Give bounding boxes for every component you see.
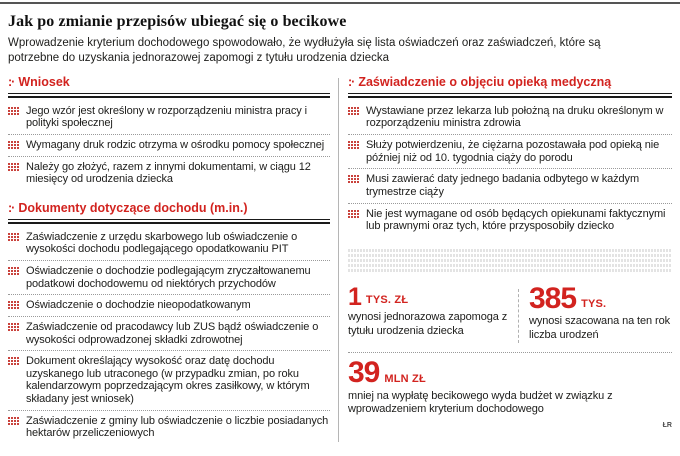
right-column <box>348 76 672 456</box>
left-column <box>8 76 330 456</box>
stat-budzet <box>348 355 672 417</box>
stats-row <box>348 281 672 343</box>
list-item <box>8 227 330 261</box>
section-marker-icon: :· <box>8 200 15 215</box>
list-item <box>8 317 330 351</box>
section-title: Dokumenty dotyczące dochodu (m.in.) <box>18 200 248 215</box>
section-header <box>8 76 330 90</box>
list-item <box>348 169 672 203</box>
grid-bullet-icon <box>348 107 359 115</box>
stat-description: wynosi jednorazowa zapomoga z tytułu urodzenia dziecka <box>348 311 508 338</box>
list-item-text: Zaświadczenie od pracodawcy lub ZUS bądź oświadczenie o wysokości odprowadzonej składki zdrowotnej <box>26 320 319 346</box>
page-subtitle: Wprowadzenie kryterium dochodowego spowodowało, że wydłużyła się lista oświadczeń oraz zaświadczeń, które są potrzebne do uzyskania jednorazowej zapomogi z tytułu urodzenia dziecka <box>8 37 601 64</box>
stat-value: 1 <box>348 282 361 311</box>
list-item-text: Służy potwierdzeniu, że ciężarna pozostawała pod opieką nie później niż od 10. tygodnia ciąży do porodu <box>366 139 660 164</box>
dotted-separator <box>348 352 672 353</box>
stat-description: wynosi szacowana na ten rok liczba urodzeń <box>529 315 670 342</box>
stat-unit: MLN ZŁ <box>384 372 426 385</box>
list-item <box>8 261 330 295</box>
list-item <box>8 411 330 444</box>
list-item <box>8 295 330 317</box>
decorative-texture-band <box>348 249 672 273</box>
list-item-text: Zaświadczenie z gminy lub oświadczenie o liczbie posiadanych hektarów przeliczeniowych <box>26 414 329 440</box>
grid-bullet-icon <box>348 175 359 183</box>
grid-bullet-icon <box>348 210 359 218</box>
section-title: Wniosek <box>18 75 70 89</box>
grid-bullet-icon <box>8 323 19 331</box>
stat-unit: TYS. <box>581 298 607 311</box>
list-item <box>348 101 672 135</box>
item-list <box>348 101 672 237</box>
list-item-text: Zaświadczenie z urzędu skarbowego lub oświadczenie o wysokości dochodu podlegającego opodatkowaniu PIT <box>26 230 298 256</box>
grid-bullet-icon <box>8 141 19 149</box>
list-item-text: Dokument określający wysokość oraz datę dochodu uzyskanego lub utraconego (w przypadku zmian, po roku kalendarzowym poprzedzającym okres zasiłkowy, w którym składany jest wniosek) <box>26 355 310 406</box>
grid-bullet-icon <box>8 163 19 171</box>
stat-head <box>348 282 508 311</box>
list-item-text: Musi zawierać daty jednego badania odbytego w każdym trymestrze ciąży <box>366 173 640 198</box>
list-item-text: Jego wzór jest określony w rozporządzeniu ministra pracy i polityki społecznej <box>26 104 307 130</box>
list-item-text: Wymagany druk rodzic otrzyma w ośrodku pomocy społecznej <box>26 139 325 152</box>
section-opieka <box>348 76 672 237</box>
section-title: Zaświadczenie o objęciu opieką medyczną <box>358 75 612 89</box>
section-rule <box>8 93 330 98</box>
list-item-text: Wystawiane przez lekarza lub położną na druku określonym w rozporządzeniu ministra zdrowia <box>366 104 664 130</box>
item-list <box>8 101 330 190</box>
grid-bullet-icon <box>8 417 19 425</box>
section-dokumenty <box>8 202 330 444</box>
stat-head <box>529 281 672 315</box>
grid-bullet-icon <box>8 107 19 115</box>
list-item <box>348 204 672 237</box>
section-marker-icon: :· <box>348 75 355 89</box>
stat-divider <box>518 289 519 343</box>
grid-bullet-icon <box>8 267 19 275</box>
list-item <box>348 135 672 169</box>
section-rule <box>348 93 672 98</box>
section-marker-icon: :· <box>8 75 15 89</box>
author-credit: ŁR <box>662 422 672 430</box>
section-header <box>8 202 330 216</box>
list-item-text: Należy go złożyć, razem z innymi dokumentami, w ciągu 12 miesięcy od urodzenia dziecka <box>26 160 311 186</box>
page-title: Jak po zmianie przepisów ubiegać się o becikowe <box>8 13 347 30</box>
list-item <box>8 157 330 190</box>
stat-zapomoga <box>348 282 508 343</box>
list-item <box>8 101 330 135</box>
top-rule <box>0 2 680 4</box>
section-wniosek <box>8 76 330 190</box>
list-item-text: Oświadczenie o dochodzie podlegającym zryczałtowanemu podatkowi dochodowemu od niektórych przychodów <box>26 264 311 290</box>
stat-urodzenia <box>529 281 672 343</box>
item-list <box>8 227 330 444</box>
stat-unit: TYS. ZŁ <box>365 294 409 307</box>
grid-bullet-icon <box>8 233 19 241</box>
list-item-text: Oświadczenie o dochodzie nieopodatkowanym <box>26 299 251 312</box>
stat-value: 39 <box>348 355 380 389</box>
stat-value: 385 <box>529 281 577 315</box>
grid-bullet-icon <box>348 141 359 149</box>
list-item <box>8 351 330 411</box>
list-item <box>8 135 330 157</box>
columns <box>8 76 672 456</box>
list-item-text: Nie jest wymagane od osób będących opiekunami faktycznymi lub prawnymi oraz tych, które przysposobiły dziecko <box>366 207 666 233</box>
stat-description: mniej na wypłatę becikowego wyda budżet w związku z wprowadzeniem kryterium dochodowego <box>348 389 613 416</box>
grid-bullet-icon <box>8 357 19 365</box>
stat-head <box>348 355 672 389</box>
column-divider <box>338 78 339 442</box>
section-rule <box>8 219 330 224</box>
grid-bullet-icon <box>8 301 19 309</box>
section-header <box>348 76 672 90</box>
